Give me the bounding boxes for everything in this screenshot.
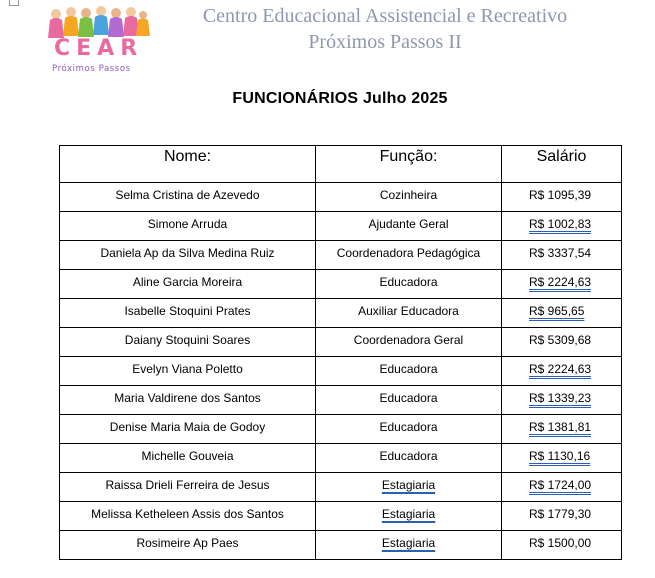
document-corner-mark [9, 0, 19, 6]
cell-salario: R$ 3337,54 [502, 241, 622, 270]
table-row [60, 357, 622, 386]
salario-value: R$ 1381,81 [529, 420, 592, 434]
cell-salario [502, 444, 622, 473]
cell-nome: Michelle Gouveia [60, 444, 316, 473]
table-header-row [60, 146, 622, 183]
funcao-value: Estagiaria [381, 536, 436, 550]
salario-value: R$ 965,65 [529, 304, 585, 318]
cell-funcao: Educadora [316, 357, 502, 386]
cell-nome: Evelyn Viana Poletto [60, 357, 316, 386]
cell-salario [502, 270, 622, 299]
table-row [60, 473, 622, 502]
cell-nome: Simone Arruda [60, 212, 316, 241]
cell-funcao: Educadora [316, 444, 502, 473]
table-row [60, 328, 622, 357]
institution-subtitle: Próximos Passos II [308, 31, 462, 53]
cell-funcao: Ajudante Geral [316, 212, 502, 241]
table-row [60, 531, 622, 560]
funcao-value: Estagiaria [381, 478, 436, 492]
table-row [60, 241, 622, 270]
cell-nome [60, 473, 316, 502]
salario-value: R$ 1130,16 [529, 449, 591, 463]
table-row [60, 270, 622, 299]
cell-salario [502, 473, 622, 502]
staff-table [59, 145, 622, 560]
cell-salario: R$ 1779,30 [502, 502, 622, 531]
salario-value: R$ 1724,00 [529, 478, 592, 492]
logo-brand: CEAR [54, 36, 144, 61]
nome-value: Raissa Drieli Ferreira de Jesus [105, 478, 270, 492]
cell-nome: Isabelle Stoquini Prates [60, 299, 316, 328]
header-salario: Salário [502, 146, 622, 183]
cell-salario [502, 357, 622, 386]
header-funcao: Função: [316, 146, 502, 183]
cell-nome: Maria Valdirene dos Santos [60, 386, 316, 415]
cell-funcao: Auxiliar Educadora [316, 299, 502, 328]
cell-nome: Rosimeire Ap Paes [60, 531, 316, 560]
logo-tagline: Próximos Passos [52, 64, 131, 74]
cell-salario [502, 386, 622, 415]
cell-funcao [316, 502, 502, 531]
cell-salario: R$ 1500,00 [502, 531, 622, 560]
funcao-value: Estagiaria [381, 507, 436, 521]
table-row [60, 212, 622, 241]
cell-nome: Denise Maria Maia de Godoy [60, 415, 316, 444]
cell-funcao: Coordenadora Pedagógica [316, 241, 502, 270]
salario-value: R$ 1339,23 [529, 391, 592, 405]
cell-funcao: Educadora [316, 270, 502, 299]
cell-salario: R$ 1095,39 [502, 183, 622, 212]
salario-value: R$ 1002,83 [529, 217, 592, 231]
salario-value: R$ 2224,63 [529, 275, 592, 289]
cell-salario [502, 415, 622, 444]
cell-funcao: Educadora [316, 415, 502, 444]
institution-name: Centro Educacional Assistencial e Recreativo [202, 5, 568, 27]
cell-nome: Selma Cristina de Azevedo [60, 183, 316, 212]
cell-nome: Daniela Ap da Silva Medina Ruiz [60, 241, 316, 270]
cell-nome: Daiany Stoquini Soares [60, 328, 316, 357]
cell-funcao: Educadora [316, 386, 502, 415]
table-row [60, 299, 622, 328]
header-nome: Nome: [60, 146, 316, 183]
salario-value: R$ 2224,63 [529, 362, 592, 376]
table-row [60, 415, 622, 444]
document-title: FUNCIONÁRIOS Julho 2025 [232, 90, 448, 107]
table-row [60, 386, 622, 415]
cell-nome: Melissa Ketheleen Assis dos Santos [60, 502, 316, 531]
table-row [60, 183, 622, 212]
table-row [60, 444, 622, 473]
cell-funcao [316, 531, 502, 560]
cell-funcao [316, 473, 502, 502]
cell-nome: Aline Garcia Moreira [60, 270, 316, 299]
cell-funcao: Coordenadora Geral [316, 328, 502, 357]
cear-logo [44, 4, 152, 76]
cell-funcao: Cozinheira [316, 183, 502, 212]
cell-salario: R$ 5309,68 [502, 328, 622, 357]
cell-salario [502, 299, 622, 328]
cell-salario [502, 212, 622, 241]
table-row [60, 502, 622, 531]
